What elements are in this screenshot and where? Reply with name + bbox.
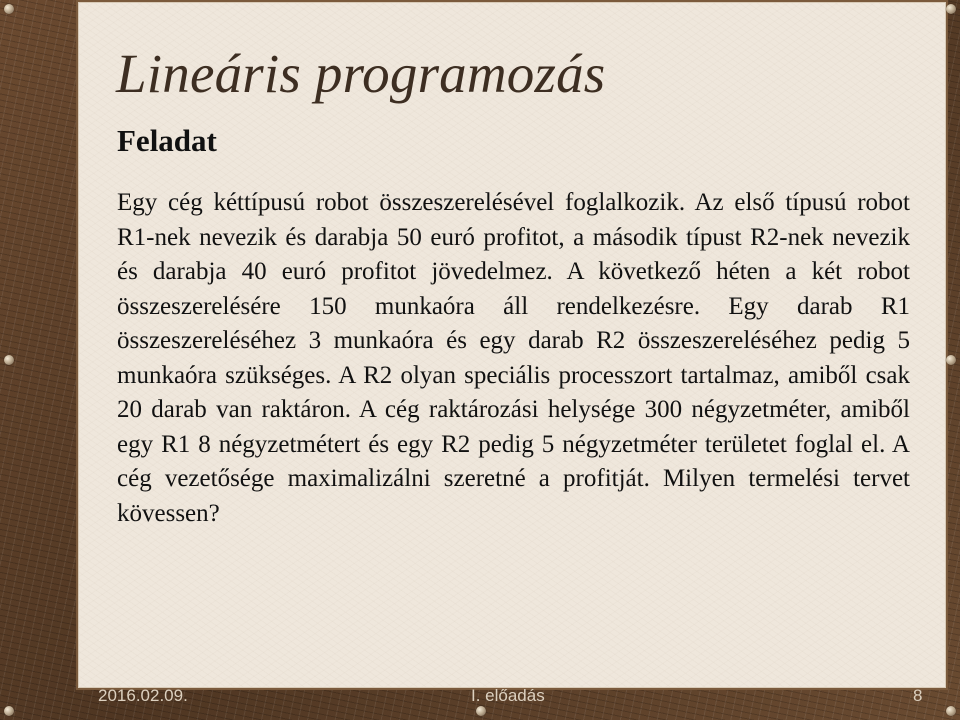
page-number: 8	[913, 686, 923, 705]
frame-nail-icon	[4, 4, 14, 14]
frame-nail-icon	[946, 4, 956, 14]
frame-nail-icon	[946, 355, 956, 365]
footer-date: 2016.02.09.	[98, 686, 188, 705]
footer-lecture: I. előadás	[471, 686, 545, 705]
slide-title: Lineáris programozás	[116, 43, 606, 104]
slide-subtitle: Feladat	[117, 123, 217, 158]
frame-nail-icon	[946, 706, 956, 716]
problem-text: Egy cég kéttípusú robot összeszerelésével foglalkozik. Az első típusú robot R1-nek nevezik és darabja 50 euró profitot, a második típust R2-nek nevezik és darabja 40 euró profitot jövedelmez. A következő héten a két robot összeszerelésére 150 munkaóra áll rendelkezésre. Egy darab R1 összeszereléséhez 3 munkaóra és egy darab R2 összeszereléséhez pedig 5 munkaóra szükséges. A R2 olyan speciális processzort tartalmaz, amiből csak 20 darab van raktáron. A cég raktározási helysége 300 négyzetméter, amiből egy R1 8 négyzetmétert és egy R2 pedig 5 négyzetméter területet foglal el. A cég vezetősége maximalizálni szeretné a profitját. Milyen termelési tervet kövessen?	[117, 189, 910, 527]
frame-nail-icon	[4, 355, 14, 365]
frame-nail-icon	[4, 706, 14, 716]
